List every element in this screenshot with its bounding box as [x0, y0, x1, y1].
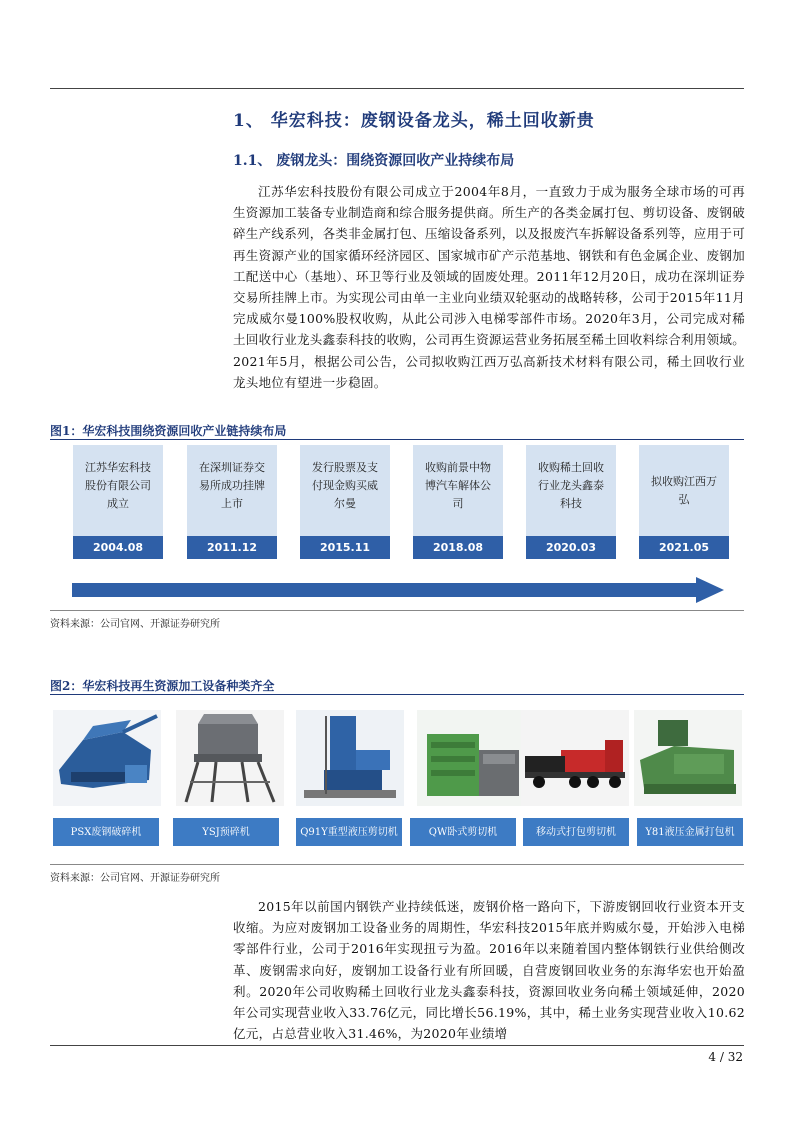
timeline-item	[187, 445, 277, 559]
horizontal-shear-image	[417, 710, 525, 806]
timeline-date: 2015.11	[300, 536, 390, 559]
pre-shredder-image	[176, 710, 284, 806]
timeline-text: 在深圳证券交易所成功挂牌上市	[199, 461, 265, 510]
section-heading: 1、 华宏科技：废钢设备龙头，稀土回收新贵	[233, 111, 595, 131]
timeline-date: 2020.03	[526, 536, 616, 559]
equipment-label: Y81液压金属打包机	[637, 818, 743, 846]
figure2-title-rule	[50, 694, 744, 695]
equipment-label: PSX废钢破碎机	[53, 818, 159, 846]
figure1-source: 资料来源：公司官网、开源证券研究所	[50, 619, 220, 630]
mobile-baler-image	[521, 710, 629, 806]
timeline-date: 2018.08	[413, 536, 503, 559]
timeline-date: 2021.05	[639, 536, 729, 559]
equipment-label: YSJ预碎机	[173, 818, 279, 846]
timeline-item	[73, 445, 163, 559]
timeline-text: 发行股票及支付现金购买威尔曼	[312, 461, 378, 510]
timeline-text: 收购前景中物博汽车解体公司	[425, 461, 491, 510]
equipment-label: 移动式打包剪切机	[523, 818, 629, 846]
figure2-title: 图2：华宏科技再生资源加工设备种类齐全	[50, 679, 275, 693]
equipment-label: QW卧式剪切机	[410, 818, 516, 846]
figure2-source: 资料来源：公司官网、开源证券研究所	[50, 873, 220, 884]
timeline-item	[526, 445, 616, 559]
figure1-bottom-rule	[50, 610, 744, 611]
subsection-heading: 1.1、 废钢龙头：围绕资源回收产业持续布局	[233, 153, 515, 169]
figure1-title-rule	[50, 439, 744, 440]
figure1-title: 图1：华宏科技围绕资源回收产业链持续布局	[50, 424, 287, 438]
equipment-label: Q91Y重型液压剪切机	[296, 818, 402, 846]
timeline-text: 收购稀土回收行业龙头鑫泰科技	[538, 461, 604, 510]
figure2-bottom-rule	[50, 864, 744, 865]
timeline-item	[300, 445, 390, 559]
heavy-shear-image	[296, 710, 404, 806]
shredder-image	[53, 710, 161, 806]
timeline-arrow-icon	[72, 577, 724, 603]
intro-paragraph: 江苏华宏科技股份有限公司成立于2004年8月，一直致力于成为服务全球市场的可再生资源加工装备专业制造商和综合服务提供商。所生产的各类金属打包、剪切设备、废钢破碎生产线系列，各类非金属打包、压缩设备系列，以及报废汽车拆解设备系列等，应用于可再生资源产业的国家循环经济园区、国家城市矿产示范基地、钢铁和有色金属企业、废钢加工配送中心（基地）、环卫等行业及领域的固废处理。2011年12月20日，成功在深圳证券交易所挂牌上市。为实现公司由单一主业向业绩双轮驱动的战略转移，公司于2015年11月完成威尔曼100%股权收购，从此公司涉入电梯零部件市场。2020年3月，公司完成对稀土回收行业龙头鑫泰科技的收购，公司再生资源运营业务拓展至稀土回收料综合利用领域。2021年5月，根据公司公告，公司拟收购江西万弘高新技术材料有限公司，稀土回收行业龙头地位有望进一步稳固。	[233, 184, 746, 390]
header-rule	[50, 88, 744, 89]
timeline-date: 2011.12	[187, 536, 277, 559]
body-paragraph: 2015年以前国内钢铁产业持续低迷，废钢价格一路向下，下游废钢回收行业资本开支收缩。为应对废钢加工设备业务的周期性，华宏科技2015年底并购威尔曼，开始涉入电梯零部件行业，公司于2016年实现扭亏为盈。2016年以来随着国内整体钢铁行业供给侧改革、废钢需求向好，废钢加工设备行业有所回暖，自营废钢回收业务的东海华宏也开始盈利。2020年公司收购稀土回收行业龙头鑫泰科技，资源回收业务向稀土领域延伸，2020年公司实现营业收入33.76亿元，同比增长56.19%，其中，稀土业务实现营业收入10.62亿元，占总营业收入31.46%，为2020年业绩增	[233, 899, 745, 1042]
metal-baler-image	[634, 710, 742, 806]
page-number: 4 / 32	[708, 1050, 743, 1064]
footer-rule	[50, 1045, 744, 1046]
timeline-item	[639, 445, 729, 559]
timeline-item	[413, 445, 503, 559]
timeline-text: 江苏华宏科技股份有限公司成立	[85, 461, 151, 510]
timeline-date: 2004.08	[73, 536, 163, 559]
timeline-text: 拟收购江西万弘	[651, 475, 717, 506]
